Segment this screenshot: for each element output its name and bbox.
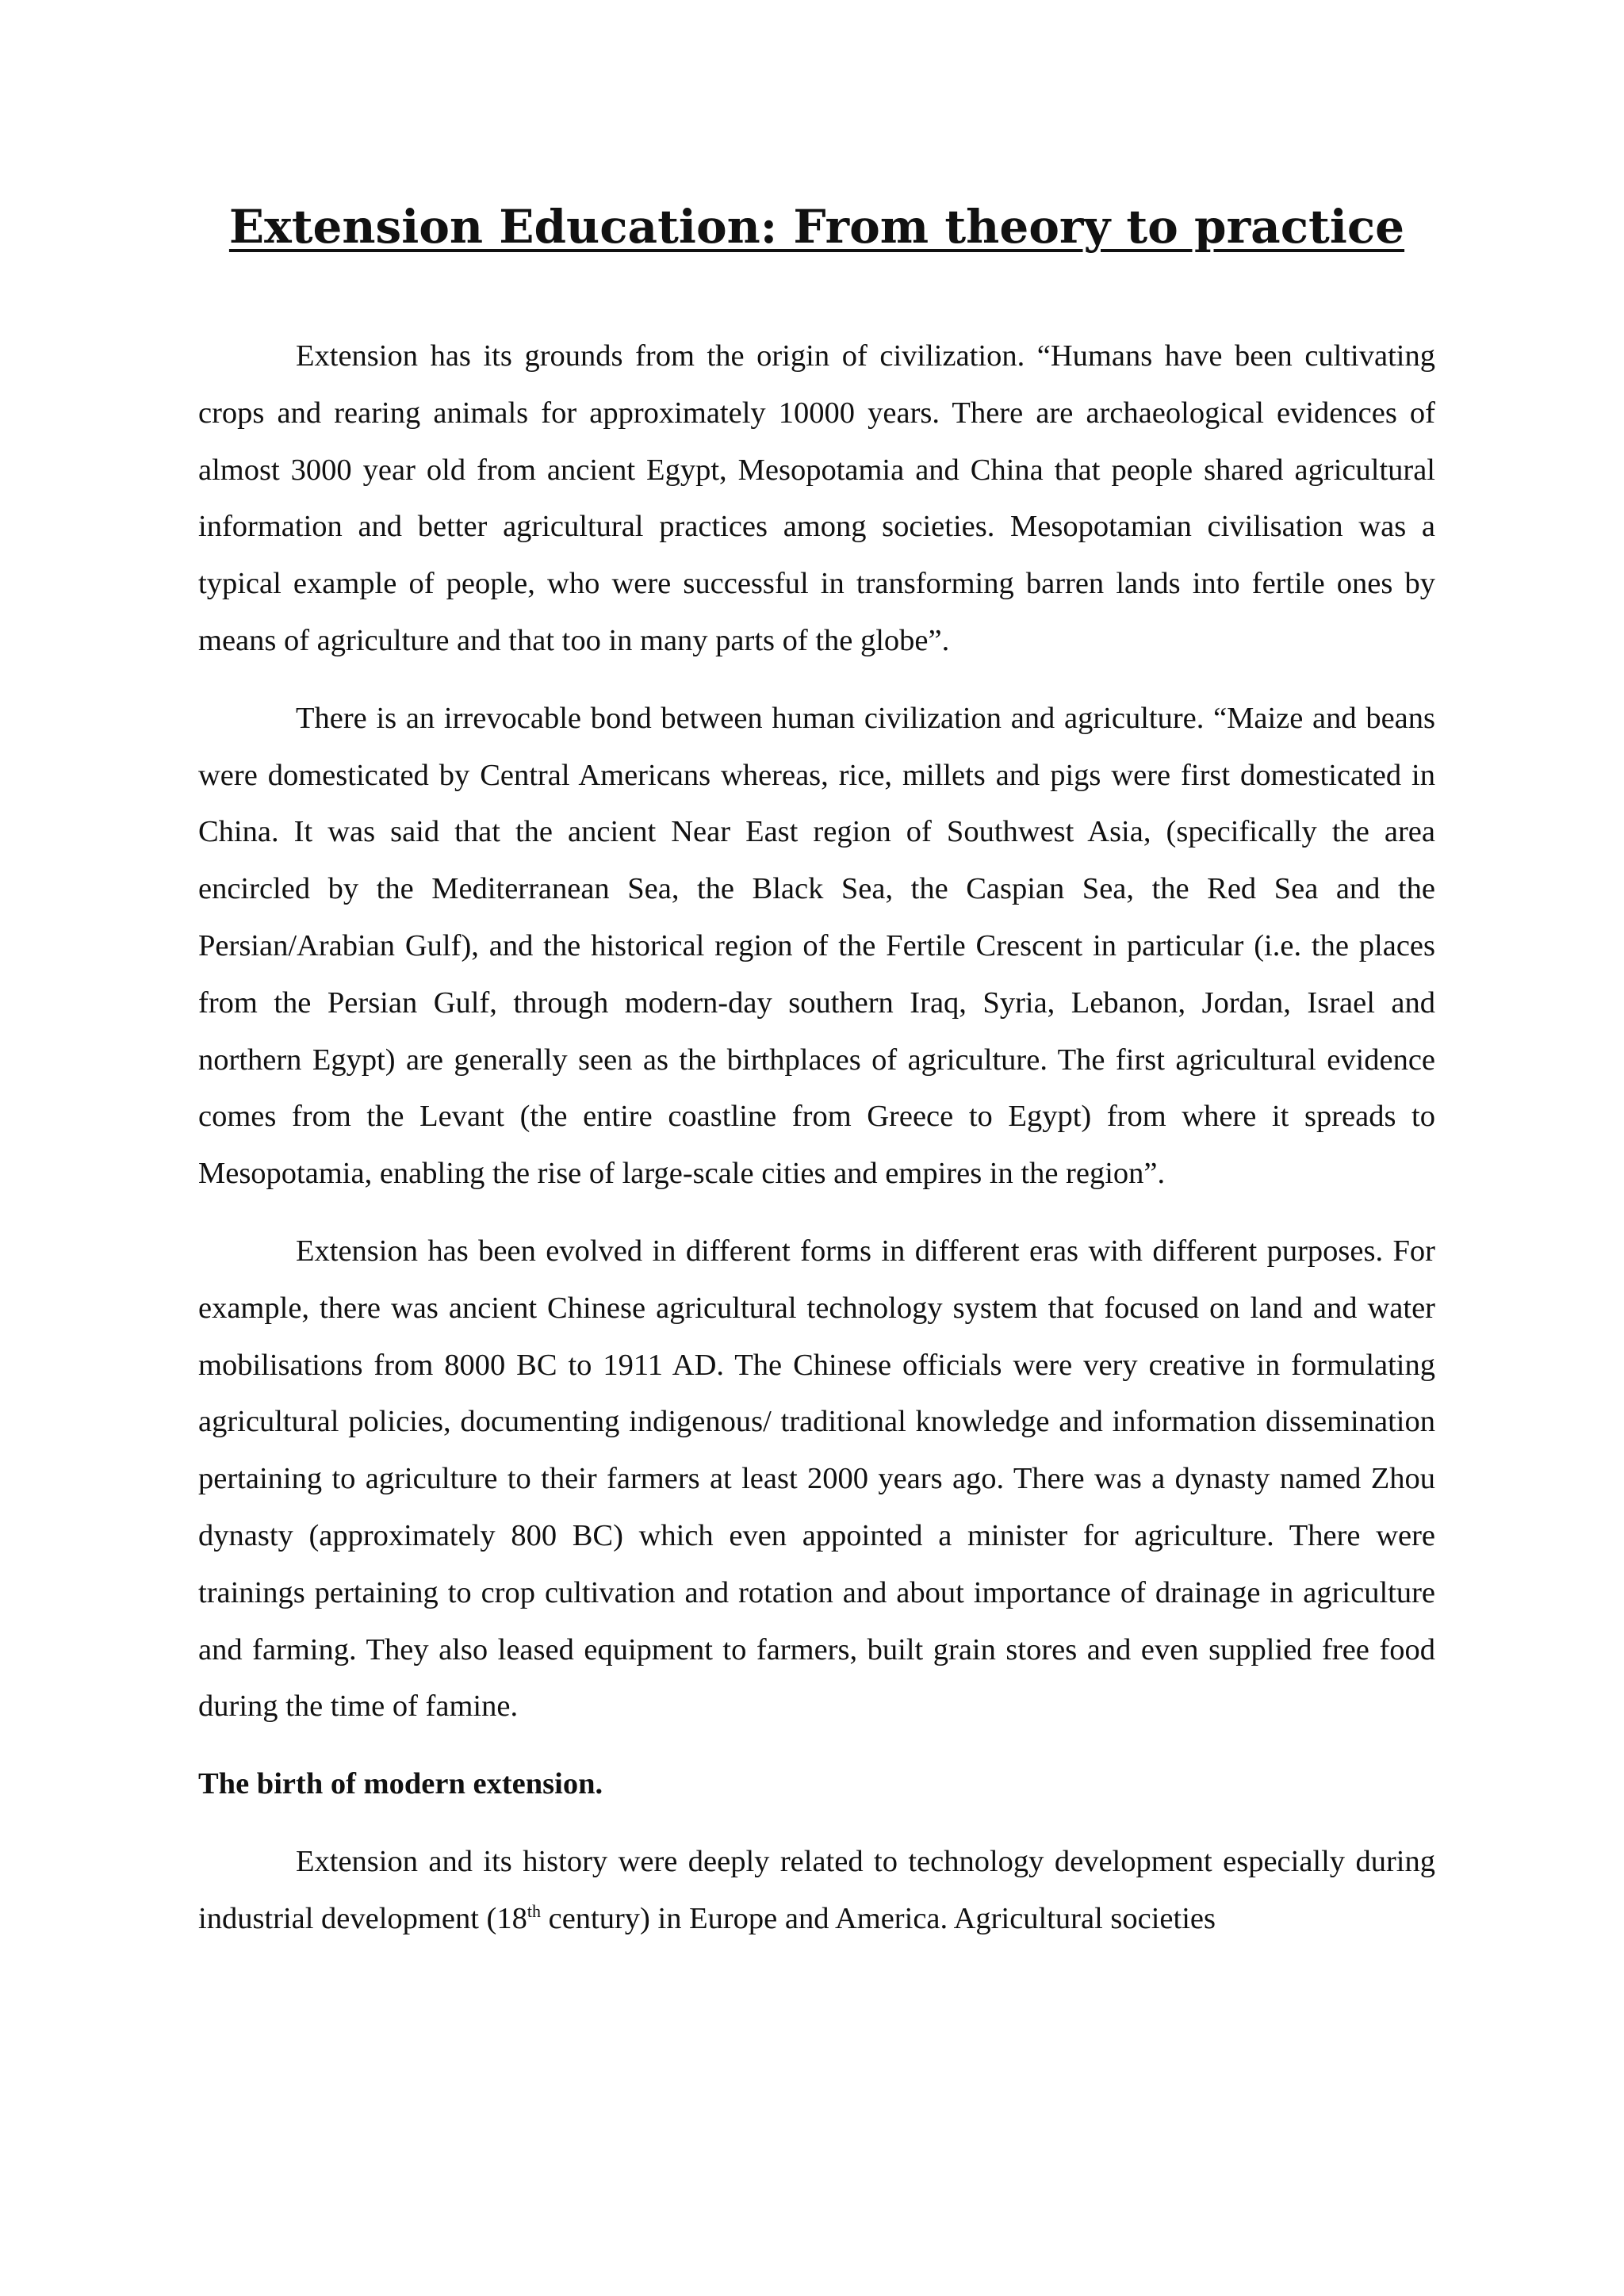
document-title: Extension Education: From theory to practice (228, 200, 1405, 254)
paragraph-4 (198, 1834, 1435, 1948)
paragraph-3: Extension has been evolved in different forms in different eras with different purposes. For example, there was ancient Chinese agricultural technology system that focused on land and water mobilisations from 8000 BC to 1911 AD. The Chinese officials were very creative in formulating agricultural policies, documenting indigenous/ traditional knowledge and information dissemination pertaining to agriculture to their farmers at least 2000 years ago. There was a dynasty named Zhou dynasty (approximately 800 BC) which even appointed a minister for agriculture. There were trainings pertaining to crop cultivation and rotation and about importance of drainage in agriculture and farming. They also leased equipment to farmers, built grain stores and even supplied free food during the time of famine. (198, 1234, 1435, 1724)
paragraph-1: Extension has its grounds from the origin of civilization. “Humans have been cultivating crops and rearing animals for approximately 10000 years. There are archaeological evidences of almost 3000 year old from ancient Egypt, Mesopotamia and China that people shared agricultural information and better agricultural practices among societies. Mesopotamian civilisation was a typical example of people, who were successful in transforming barren lands into fertile ones by means of agriculture and that too in many parts of the globe”. (198, 339, 1435, 657)
superscript-th: th (527, 1900, 541, 1921)
paragraph-4-text-start: Extension and its history were deeply related to technology development especially during industrial development (18 (198, 1844, 1435, 1935)
document-body (198, 328, 1435, 1948)
paragraph-2: There is an irrevocable bond between human civilization and agriculture. “Maize and beans were domesticated by Central Americans whereas, rice, millets and pigs were first domesticated in China. It was said that the ancient Near East region of Southwest Asia, (specifically the area encircled by the Mediterranean Sea, the Black Sea, the Caspian Sea, the Red Sea and the Persian/Arabian Gulf), and the historical region of the Fertile Crescent in particular (i.e. the places from the Persian Gulf, through modern-day southern Iraq, Syria, Lebanon, Jordan, Israel and northern Egypt) are generally seen as the birthplaces of agriculture. The first agricultural evidence comes from the Levant (the entire coastline from Greece to Egypt) from where it spreads to Mesopotamia, enabling the rise of large-scale cities and empires in the region”. (198, 701, 1435, 1191)
section-heading: The birth of modern extension. (198, 1767, 603, 1801)
paragraph-4-text-end: century) in Europe and America. Agricultural societies (540, 1901, 1216, 1935)
